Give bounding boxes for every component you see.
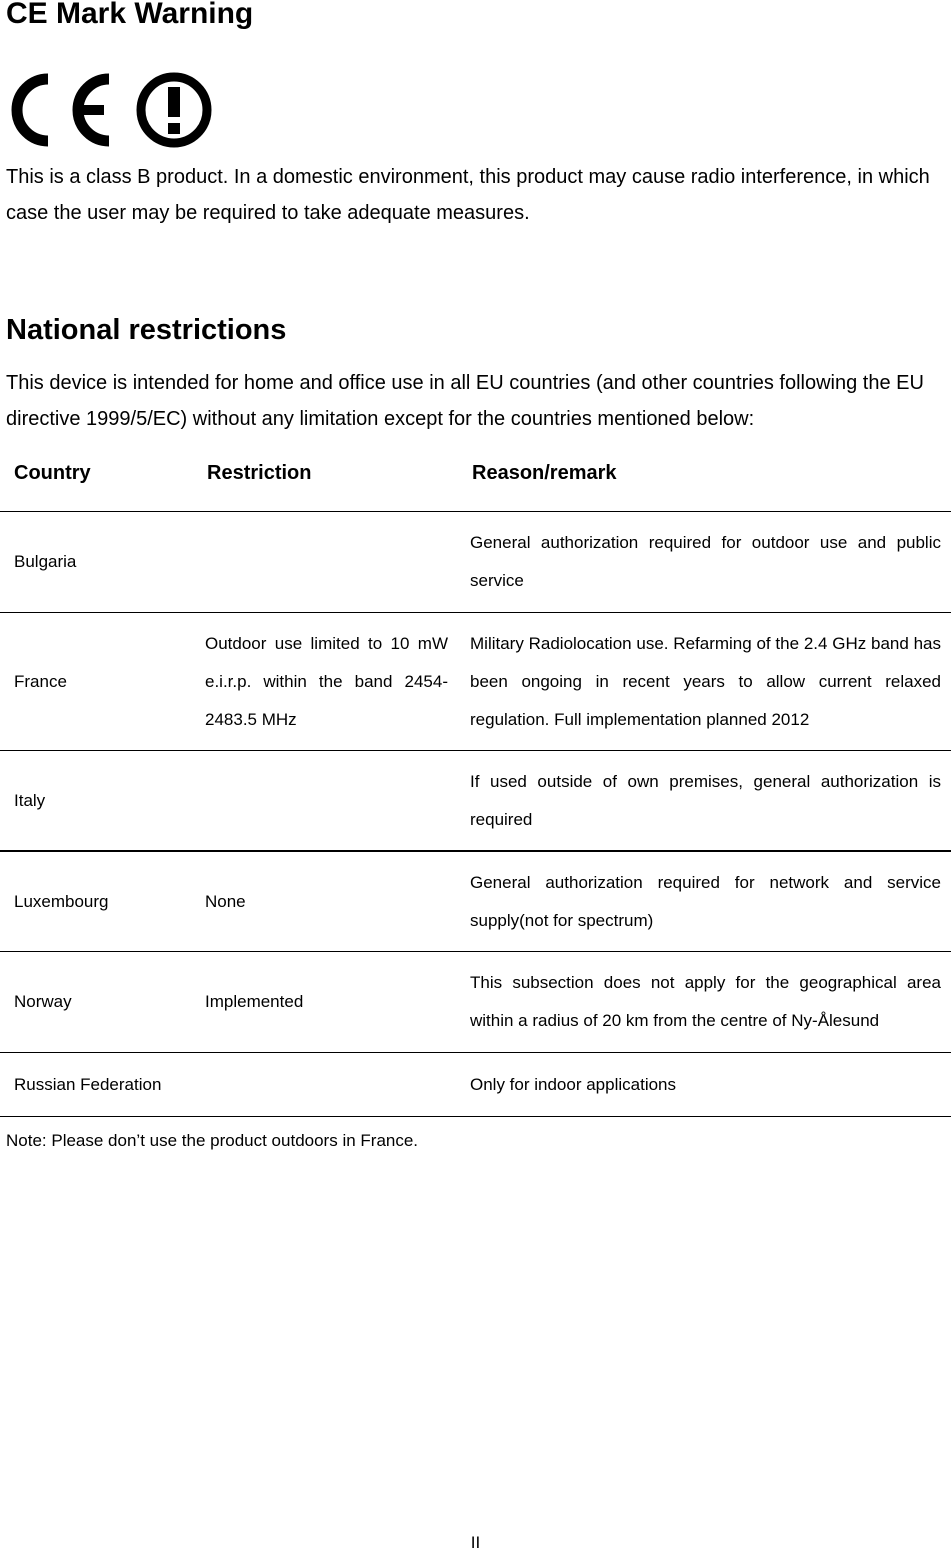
cell-restriction: Outdoor use limited to 10 mW e.i.r.p. within the band 2454-2483.5 MHz xyxy=(197,613,460,751)
cell-remark: Military Radiolocation use. Refarming of the 2.4 GHz band has been ongoing in recent years to allow current relaxed regulation. Full implementation planned 2012 xyxy=(460,613,951,751)
cell-remark: If used outside of own premises, general authorization is required xyxy=(460,751,951,852)
table-row xyxy=(0,1053,951,1117)
table-row xyxy=(0,952,951,1053)
cell-remark: Only for indoor applications xyxy=(460,1053,951,1117)
cell-country: Bulgaria xyxy=(0,512,197,613)
table-header-row xyxy=(0,446,951,512)
ce-alert-mark-icon xyxy=(6,70,216,150)
page-title: CE Mark Warning xyxy=(6,0,254,30)
cell-restriction: None xyxy=(197,851,460,952)
header-restriction: Restriction xyxy=(197,446,460,512)
cell-restriction: Implemented xyxy=(197,952,460,1053)
cell-restriction xyxy=(197,512,460,613)
cell-restriction xyxy=(197,751,460,852)
header-country: Country xyxy=(0,446,197,512)
header-remark: Reason/remark xyxy=(460,446,951,512)
cell-country: Luxembourg xyxy=(0,851,197,952)
national-restrictions-text: This device is intended for home and office use in all EU countries (and other countries following the EU directive 1999/5/EC) without any limitation except for the countries mentioned below: xyxy=(6,372,924,430)
table-row xyxy=(0,512,951,613)
cell-country: Russian Federation xyxy=(0,1053,197,1117)
table-row xyxy=(0,851,951,952)
restrictions-table xyxy=(0,446,951,1117)
cell-remark: This subsection does not apply for the geographical area within a radius of 20 km from the centre of Ny-Ålesund xyxy=(460,952,951,1053)
cell-country: France xyxy=(0,613,197,751)
cell-country: Italy xyxy=(0,751,197,852)
class-b-statement: This is a class B product. In a domestic environment, this product may cause radio interference, in which case the user may be required to take adequate measures. xyxy=(6,166,930,224)
table-row xyxy=(0,613,951,751)
cell-country: Norway xyxy=(0,952,197,1053)
page-number: II xyxy=(470,1533,481,1552)
cell-remark: General authorization required for outdoor use and public service xyxy=(460,512,951,613)
cell-restriction xyxy=(197,1053,460,1117)
table-row xyxy=(0,751,951,852)
france-note: Note: Please don’t use the product outdoors in France. xyxy=(6,1131,419,1150)
cell-remark: General authorization required for network and service supply(not for spectrum) xyxy=(460,851,951,952)
national-restrictions-heading: National restrictions xyxy=(6,314,287,346)
